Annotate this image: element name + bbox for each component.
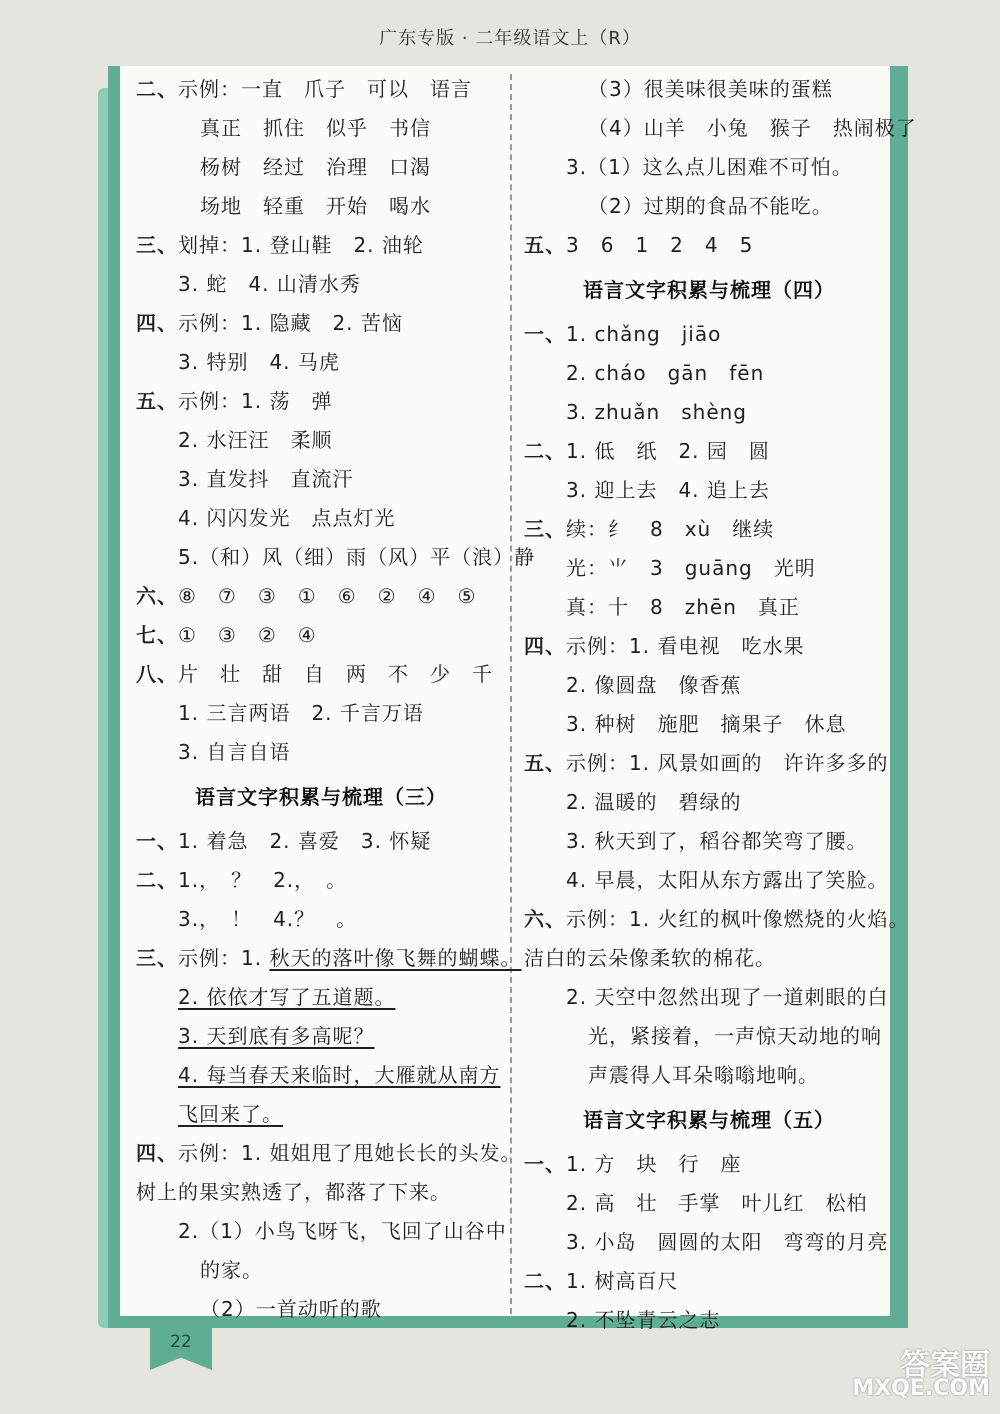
section-label: 一、 xyxy=(524,322,566,346)
section-title: 语言文字积累与梳理（三） xyxy=(195,785,447,809)
answer-line: 2.（1）小鸟飞呀飞，飞回了山谷中 xyxy=(178,1219,507,1243)
answer-text: 3 6 1 2 4 5 xyxy=(566,233,754,257)
answer-line xyxy=(136,577,506,616)
answer-line: 光，紧接着，一声惊天动地的响 xyxy=(588,1024,882,1048)
answer-line xyxy=(524,900,910,939)
section-label: 四、 xyxy=(136,311,178,335)
answer-line xyxy=(524,510,894,549)
answer-line xyxy=(136,939,522,978)
answer-line xyxy=(136,382,506,421)
answer-text: 示例：一直 爪子 可以 语言 xyxy=(178,77,472,101)
answer-line: 3. zhuǎn shèng xyxy=(566,400,747,424)
answer-text: 1. 树高百尺 xyxy=(566,1269,679,1293)
answer-text: 1. 低 纸 2. 园 圆 xyxy=(566,439,770,463)
answer-line: 2. 天空中忽然出现了一道刺眼的白 xyxy=(566,985,889,1009)
section-label: 三、 xyxy=(136,946,178,970)
answer-text: 1. chǎng jiāo xyxy=(566,322,722,346)
answer-text: 划掉：1. 登山鞋 2. 油轮 xyxy=(178,233,424,257)
answer-line xyxy=(136,655,506,694)
answer-line: 3. 直发抖 直流汗 xyxy=(178,467,354,491)
answer-line: 声震得人耳朵嗡嗡地响。 xyxy=(588,1063,819,1087)
answer-line: 2. cháo gān fēn xyxy=(566,361,765,385)
section-label: 六、 xyxy=(136,584,178,608)
answer-line xyxy=(136,861,506,900)
answer-line: 3. 自言自语 xyxy=(178,740,291,764)
answer-line xyxy=(136,616,506,655)
section-title: 语言文字积累与梳理（四） xyxy=(583,278,835,302)
section-label: 二、 xyxy=(136,77,178,101)
answer-line: 3. 迎上去 4. 追上去 xyxy=(566,478,770,502)
section-label: 五、 xyxy=(524,751,566,775)
answer-text: 示例：1. 火红的枫叶像燃烧的火焰。 xyxy=(566,907,910,931)
section-label: 五、 xyxy=(136,389,178,413)
answer-line: 2. 不坠青云之志 xyxy=(566,1308,721,1332)
answer-line: 3. 种树 施肥 摘果子 休息 xyxy=(566,712,847,736)
answer-line: 3. 小岛 圆圆的太阳 弯弯的月亮 xyxy=(566,1230,889,1254)
answer-line xyxy=(524,315,894,354)
answer-line: 的家。 xyxy=(200,1258,263,1282)
answer-line xyxy=(136,822,506,861)
answer-line: 树上的果实熟透了，都落了下来。 xyxy=(136,1180,451,1204)
answer-line xyxy=(524,627,894,666)
answer-line xyxy=(524,1145,894,1184)
answer-line: 2. 温暖的 碧绿的 xyxy=(566,790,742,814)
answer-line xyxy=(524,432,894,471)
answer-line: 2. 高 壮 手掌 叶儿红 松柏 xyxy=(566,1191,868,1215)
answer-line xyxy=(136,226,506,265)
right-column xyxy=(524,70,917,1340)
answer-text: 示例：1. 姐姐甩了甩她长长的头发。 xyxy=(178,1141,522,1165)
section-label: 七、 xyxy=(136,623,178,647)
answer-line: 真：十 8 zhēn 真正 xyxy=(566,595,800,619)
section-label: 三、 xyxy=(136,233,178,257)
left-column xyxy=(136,70,536,1329)
section-title: 语言文字积累与梳理（五） xyxy=(583,1108,835,1132)
answer-line: 3. 蛇 4. 山清水秀 xyxy=(178,272,361,296)
answer-text: 示例：1. 风景如画的 许许多多的 xyxy=(566,751,889,775)
section-label: 一、 xyxy=(136,829,178,853)
answer-line xyxy=(524,744,894,783)
page-header: 广东专版 · 二年级语文上（R） xyxy=(379,28,641,49)
answer-text: 1.， ？ 2.， 。 xyxy=(178,868,348,892)
answer-line: 洁白的云朵像柔软的棉花。 xyxy=(524,946,776,970)
answer-text: ① ③ ② ④ xyxy=(178,623,317,647)
answer-text: 示例：1. 看电视 吃水果 xyxy=(566,634,805,658)
answer-text: 示例：1. xyxy=(178,946,270,970)
answer-line xyxy=(136,304,506,343)
answer-line xyxy=(524,1262,894,1301)
answer-line: 3.（1）这么点儿困难不可怕。 xyxy=(566,155,853,179)
answer-line: （3）很美味很美味的蛋糕 xyxy=(588,77,833,101)
section-label: 四、 xyxy=(136,1141,178,1165)
watermark-url: MXQE.COM xyxy=(852,1376,990,1401)
watermark-logo: 答案圈 xyxy=(900,1348,990,1383)
answer-line: 2. 像圆盘 像香蕉 xyxy=(566,673,742,697)
answer-text: 片 壮 甜 自 两 不 少 千 xyxy=(178,662,493,686)
section-label: 八、 xyxy=(136,662,178,686)
answer-line: 真正 抓住 似乎 书信 xyxy=(200,116,431,140)
answer-line: 光：⺌ 3 guāng 光明 xyxy=(566,556,816,580)
answer-text: 续：纟 8 xù 继续 xyxy=(566,517,775,541)
column-divider xyxy=(510,74,512,1314)
answer-line: 3. 天到底有多高呢？ xyxy=(178,1024,375,1048)
answer-line: 4. 早晨，太阳从东方露出了笑脸。 xyxy=(566,868,889,892)
answer-line: 1. 三言两语 2. 千言万语 xyxy=(178,701,424,725)
section-label: 二、 xyxy=(524,439,566,463)
answer-line: 3. 特别 4. 马虎 xyxy=(178,350,340,374)
answer-line: 4. 闪闪发光 点点灯光 xyxy=(178,506,396,530)
answer-text: 示例：1. 荡 弹 xyxy=(178,389,333,413)
answer-line: 2. 依依才写了五道题。 xyxy=(178,985,396,1009)
underlined-answer: 秋天的落叶像飞舞的蝴蝶。 xyxy=(269,946,522,970)
answer-line xyxy=(136,1134,522,1173)
answer-line xyxy=(136,70,506,109)
answer-line: 2. 水汪汪 柔顺 xyxy=(178,428,333,452)
answer-line: 5.（和）风（细）雨（风）平（浪）静 xyxy=(178,545,536,569)
answer-line: 杨树 经过 治理 口渴 xyxy=(200,155,431,179)
section-label: 五、 xyxy=(524,233,566,257)
answer-line: 3.， ！ 4.？ 。 xyxy=(178,907,358,931)
page-number: 22 xyxy=(170,1332,192,1352)
answer-line: （4）山羊 小兔 猴子 热闹极了 xyxy=(588,116,917,140)
answer-line: 场地 轻重 开始 喝水 xyxy=(200,194,431,218)
answer-text: 1. 方 块 行 座 xyxy=(566,1152,742,1176)
section-label: 四、 xyxy=(524,634,566,658)
section-label: 二、 xyxy=(524,1269,566,1293)
answer-line: （2）过期的食品不能吃。 xyxy=(588,194,833,218)
answer-text: 1. 着急 2. 喜爱 3. 怀疑 xyxy=(178,829,432,853)
section-label: 一、 xyxy=(524,1152,566,1176)
section-label: 三、 xyxy=(524,517,566,541)
answer-text: ⑧ ⑦ ③ ① ⑥ ② ④ ⑤ xyxy=(178,584,477,608)
section-label: 六、 xyxy=(524,907,566,931)
section-label: 二、 xyxy=(136,868,178,892)
answer-line: 4. 每当春天来临时，大雁就从南方 xyxy=(178,1063,501,1087)
answer-line: 3. 秋天到了，稻谷都笑弯了腰。 xyxy=(566,829,868,853)
answer-line: 飞回来了。 xyxy=(178,1102,283,1126)
answer-line xyxy=(524,226,894,265)
answer-line: （2）一首动听的歌 xyxy=(200,1297,382,1321)
answer-text: 示例：1. 隐藏 2. 苦恼 xyxy=(178,311,403,335)
